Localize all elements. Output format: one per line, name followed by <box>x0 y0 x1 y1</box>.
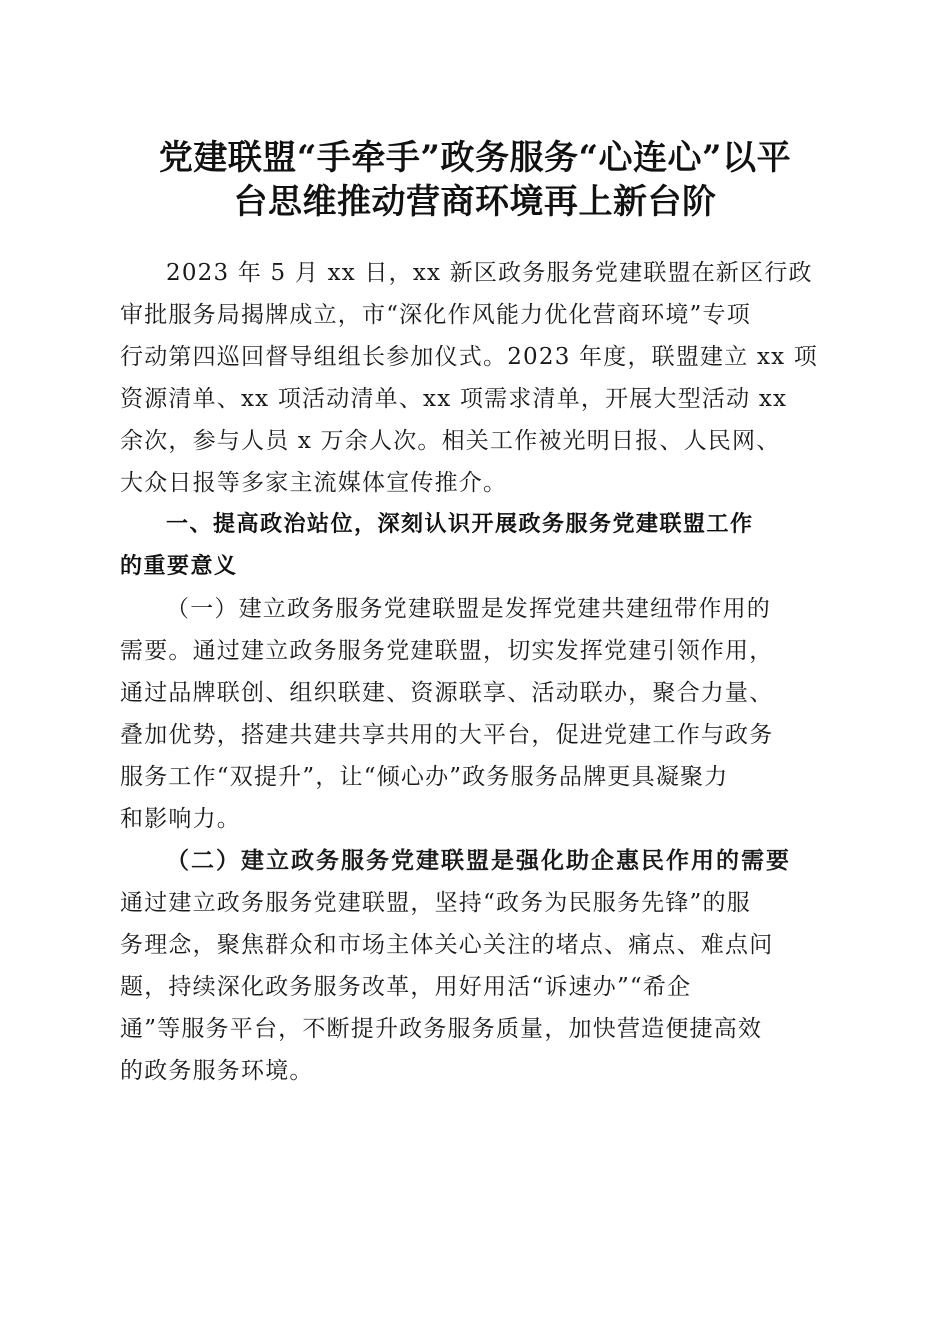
intro-line-6: 大众日报等多家主流媒体宣传推介。 <box>120 470 508 496</box>
subsection-2-line-5: 通”等服务平台，不断提升政务服务质量，加快营造便捷高效 <box>120 1016 763 1042</box>
subsection-1-paragraph <box>120 588 832 840</box>
subsection-2-paragraph <box>120 840 832 1092</box>
title-line-2: 台思维推动营商环境再上新台阶 <box>233 182 717 222</box>
document-title <box>110 136 840 224</box>
intro-line-4: 资源清单、xx 项活动清单、xx 项需求清单，开展大型活动 xx <box>120 386 788 412</box>
intro-line-3: 行动第四巡回督导组组长参加仪式。2023 年度，联盟建立 xx 项 <box>120 344 819 370</box>
section-1-heading <box>120 504 832 588</box>
subsection-1-line-6: 和影响力。 <box>120 806 241 832</box>
subsection-2-line-4: 题，持续深化政务服务改革，用好用活“诉速办”“希企 <box>120 974 692 1000</box>
subsection-1-line-5: 服务工作“双提升”，让“倾心办”政务服务品牌更具凝聚力 <box>120 764 729 790</box>
section-1-heading-line-1: 一、提高政治站位，深刻认识开展政务服务党建联盟工作 <box>166 512 754 537</box>
intro-line-5: 余次，参与人员 x 万余人次。相关工作被光明日报、人民网、 <box>120 428 781 454</box>
subsection-1-line-2: 需要。通过建立政务服务党建联盟，切实发挥党建引领作用， <box>120 638 774 664</box>
title-line-1: 党建联盟“手牵手”政务服务“心连心”以平 <box>158 138 792 178</box>
section-1-heading-line-2: 的重要意义 <box>120 554 238 579</box>
document-body <box>120 252 832 1092</box>
subsection-2-line-3: 务理念，聚焦群众和市场主体关心关注的堵点、痛点、难点问 <box>120 932 774 958</box>
intro-paragraph <box>120 252 832 504</box>
intro-line-1: 2023 年 5 月 xx 日，xx 新区政务服务党建联盟在新区行政 <box>166 260 813 286</box>
subsection-2-line-6: 的政务服务环境。 <box>120 1058 314 1084</box>
subsection-1-line-3: 通过品牌联创、组织联建、资源联享、活动联办，聚合力量、 <box>120 680 774 706</box>
subsection-2-line-1: （二）建立政务服务党建联盟是强化助企惠民作用的需要 <box>166 847 791 874</box>
subsection-1-line-1: （一）建立政务服务党建联盟是发挥党建共建纽带作用的 <box>166 596 771 622</box>
subsection-1-line-4: 叠加优势，搭建共建共享共用的大平台，促进党建工作与政务 <box>120 722 774 748</box>
subsection-2-line-2: 通过建立政务服务党建联盟，坚持“政务为民服务先锋”的服 <box>120 890 751 916</box>
intro-line-2: 审批服务局揭牌成立，市“深化作风能力优化营商环境”专项 <box>120 302 751 328</box>
